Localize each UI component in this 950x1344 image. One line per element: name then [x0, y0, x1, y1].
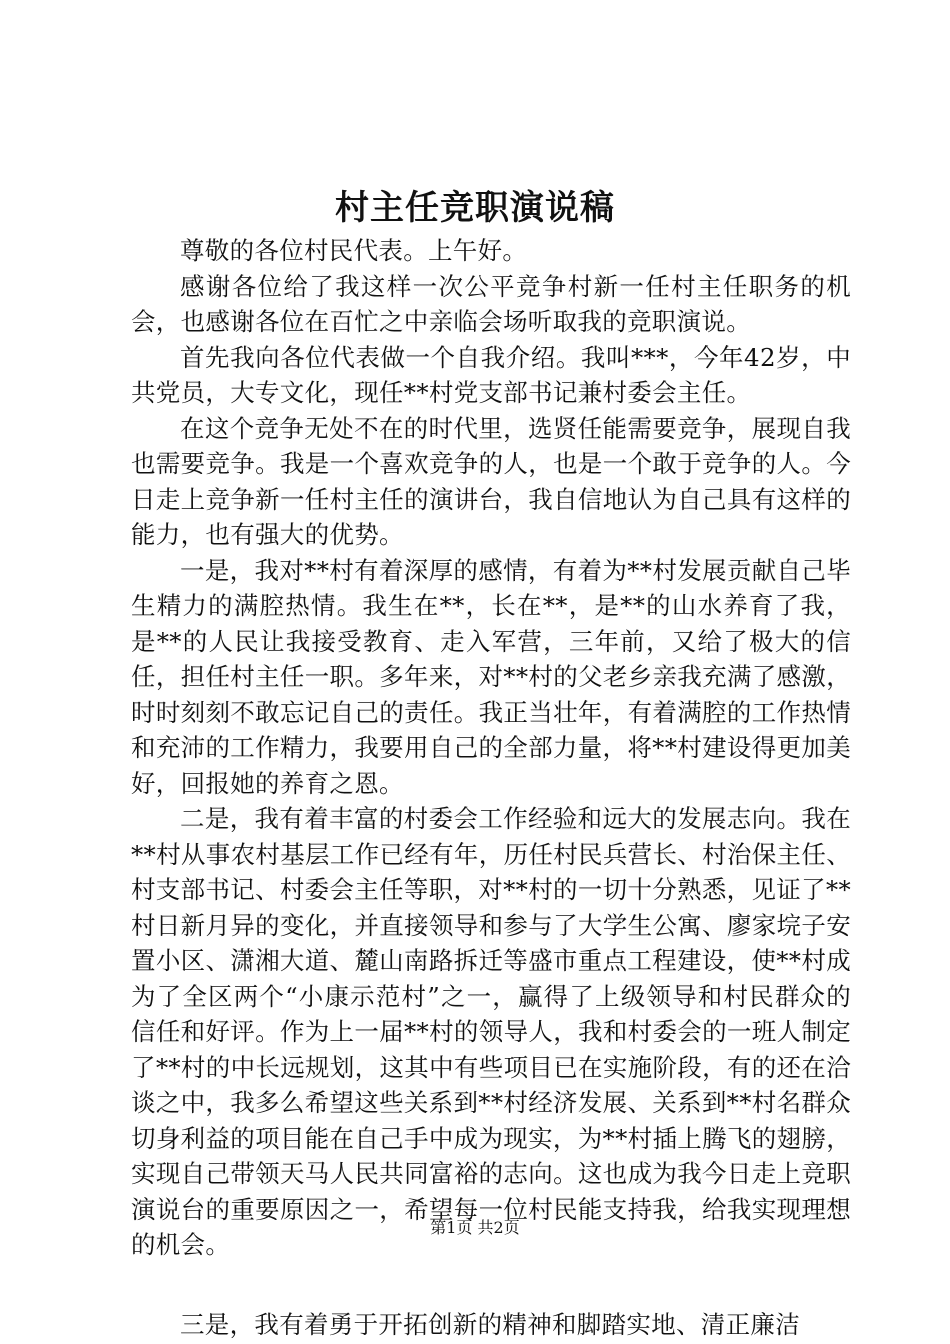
document-body — [131, 233, 851, 1342]
paragraph-point-one: 一是，我对**村有着深厚的感情，有着为**村发展贡献自己毕生精力的满腔热情。我生在**，长在**，是**的山水养育了我，是**的人民让我接受教育、走入军营，三年前，又给了极大的信任，担任村主任一职。多年来，对**村的父老乡亲我充满了感激，时时刻刻不敢忘记自己的责任。我正当壮年，有着满腔的工作热情和充沛的工作精力，我要用自己的全部力量，将**村建设得更加美好，回报她的养育之恩。 — [131, 555, 851, 798]
page-number-footer: 第1页 共2页 — [430, 1218, 520, 1237]
paragraph-greeting: 尊敬的各位村民代表。上午好。 — [180, 236, 528, 265]
paragraph-point-three: 三是，我有着勇于开拓创新的精神和脚踏实地、清正廉洁 — [180, 1309, 800, 1339]
paragraph-thanks: 感谢各位给了我这样一次公平竞争村新一任村主任职务的机会，也感谢各位在百忙之中亲临会场听取我的竞职演说。 — [131, 271, 851, 336]
paragraph-competition: 在这个竞争无处不在的时代里，选贤任能需要竞争，展现自我也需要竞争。我是一个喜欢竞争的人，也是一个敢于竞争的人。今日走上竞争新一任村主任的演讲台，我自信地认为自己具有这样的能力，也有强大的优势。 — [131, 413, 851, 549]
paragraph-self-intro: 首先我向各位代表做一个自我介绍。我叫***，今年42岁，中共党员，大专文化，现任**村党支部书记兼村委会主任。 — [131, 342, 851, 407]
document-title: 村主任竞职演说稿 — [335, 188, 615, 228]
paragraph-point-two: 二是，我有着丰富的村委会工作经验和远大的发展志向。我在**村从事农村基层工作已经有年，历任村民兵营长、村治保主任、村支部书记、村委会主任等职，对**村的一切十分熟悉，见证了**村日新月异的变化，并直接领导和参与了大学生公寓、廖家垸子安置小区、潇湘大道、麓山南路拆迁等盛市重点工程建设，使**村成为了全区两个“小康示范村”之一，赢得了上级领导和村民群众的信任和好评。作为上一届**村的领导人，我和村委会的一班人制定了**村的中长远规划，这其中有些项目已在实施阶段，有的还在洽谈之中，我多么希望这些关系到**村经济发展、关系到**村名群众切身利益的项目能在自己手中成为现实，为**村插上腾飞的翅膀，实现自己带领天马人民共同富裕的志向。这也成为我今日走上竞职演说台的重要原因之一，希望每一位村民能支持我，给我实现理想的机会。 — [131, 804, 851, 1259]
